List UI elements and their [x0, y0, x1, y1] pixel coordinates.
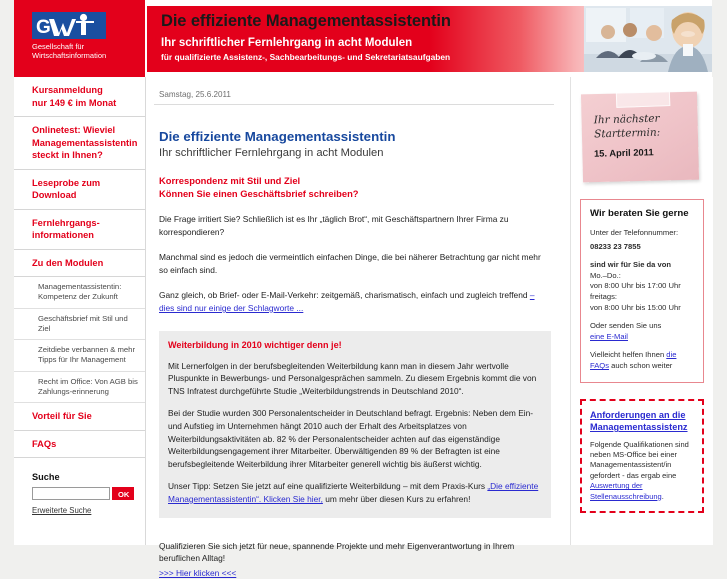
contact-faq-post: auch schon weiter [609, 361, 672, 370]
search-input[interactable] [32, 487, 110, 500]
section-heading-line-1: Korrespondenz mit Stil und Ziel [159, 175, 300, 186]
contact-hours-heading: sind wir für Sie da von [590, 260, 671, 269]
gwi-logo-icon [32, 12, 106, 39]
schlagworte-link[interactable]: – dies sind nur einige der Schlagworte ... [159, 290, 535, 313]
advanced-search-link[interactable]: Erweiterte Suche [32, 506, 91, 515]
sidebar-item-leseprobe[interactable]: Leseprobe zum Download [14, 170, 145, 210]
sidebar-item-onlinetest[interactable]: Onlinetest: Wieviel Managementassistentin steckt in Ihnen? [14, 117, 145, 170]
sidebar-item-fernlehrgang-line-1: Fernlehrgangs- [32, 218, 100, 228]
site-header [14, 0, 712, 77]
requirements-box [580, 399, 704, 513]
section-heading-line-2: Können Sie einen Geschäftsbrief schreiben? [159, 188, 359, 199]
logo-caption [32, 42, 142, 60]
sidebar-module-2[interactable]: Geschäftsbrief mit Stil und Ziel [14, 309, 145, 341]
banner-title: Die effiziente Managementassistentin [161, 12, 451, 31]
kurs-info-link[interactable]: „Die effiziente Managementassistentin“. Klicken Sie hier, [168, 481, 538, 504]
page-title: Die effiziente Managementassistentin [159, 129, 560, 144]
contact-phone-label: Unter der Telefonnummer: [590, 228, 695, 239]
current-date: Samstag, 25.6.2011 [154, 77, 554, 105]
search-label: Suche [32, 472, 139, 482]
banner-subtitle-2: für qualifizierte Assistenz-, Sachbearbeitungs- und Sekretariatsaufgaben [161, 52, 450, 62]
highlight-box [159, 331, 551, 518]
requirements-text-pre: Folgende Qualifikationen sind neben MS-Office bei einer Managementassistent/in gefordert - das ergab eine [590, 440, 689, 480]
postit-tape-icon [616, 86, 671, 108]
right-sidebar [570, 77, 713, 545]
requirements-text-post: . [662, 492, 664, 501]
page-subtitle: Ihr schriftlicher Fernlehrgang in acht Modulen [159, 147, 560, 159]
sidebar-item-kursanmeldung-line-1: Kursanmeldung [32, 85, 103, 95]
closing-paragraph-text: Qualifizieren Sie sich jetzt für neue, spannende Projekte und mehr Eigenverantwortung in Ihrem beruflichen Alltag! [159, 541, 514, 564]
contact-hours-line-4: von 8:00 Uhr bis 15:00 Uhr [590, 303, 681, 312]
requirements-text [590, 440, 695, 502]
paragraph-2: Manchmal sind es jedoch die vermeintlich einfachen Dinge, die bei näherer Betrachtung gar nicht mehr so einfach sind. [159, 251, 551, 276]
highlight-box-title: Weiterbildung in 2010 wichtiger denn je! [168, 340, 542, 350]
paragraph-3-text: Ganz gleich, ob Brief- oder E-Mail-Verkehr: zeitgemäß, charismatisch, einfach und zugleich treffend [159, 290, 530, 300]
logo-caption-line-1: Gesellschaft für [32, 42, 142, 51]
main-content [154, 77, 560, 545]
logo-block[interactable] [14, 0, 145, 77]
highlight-box-p3-post: um mehr über diesen Kurs zu erfahren! [323, 494, 470, 504]
header-banner [147, 6, 712, 72]
highlight-box-paragraph-1: Mit Lernerfolgen in der berufsbegleitenden Weiterbildung kann man in diesem Jahr wertvolle Pluspunkte in Bewerbungs- und Personalgesprächen sammeln. Zu diesem Ergebnis kommt die von TNS Infratest durchgeführte Studie „Weiterbildungstrends in Deutschland 2010“. [168, 360, 542, 398]
sidebar-module-3[interactable]: Zeitdiebe verbannen & mehr Tipps für Ihr Management [14, 340, 145, 372]
contact-faq [590, 350, 695, 371]
left-sidebar [14, 77, 146, 545]
auswertung-link[interactable]: Auswertung der Stellenausschreibung [590, 481, 662, 500]
contact-hours-line-1: Mo.–Do.: [590, 271, 621, 280]
email-link[interactable]: eine E-Mail [590, 332, 628, 341]
sidebar-item-vorteil-fuer-sie[interactable]: Vorteil für Sie [14, 403, 145, 431]
requirements-title-line-1: Anforderungen an die [590, 410, 685, 420]
paragraph-3 [159, 289, 551, 314]
highlight-box-p3-pre: Unser Tipp: Setzen Sie jetzt auf eine qualifizierte Weiterbildung – mit dem Praxis-Kurs [168, 481, 487, 491]
highlight-box-paragraph-2: Bei der Studie wurden 300 Personalentscheider in Deutschland befragt. Ergebnis: Neben dem Ein- und Aufstieg im Unternehmen hängt 2010 auch der Erhalt des Arbeitsplatzes von Weiterbildungsaktivitäten ab. 82 % der Personalentscheider achten auf das eigenständige Weiterbildungsengagement ihrer Mitarbeiter. Überwältigenden 89 % der Befragten ist eine berufsbegleitende Weiterbildung ihrer Mitarbeiter generell wichtig bis äußerst wichtig. [168, 407, 542, 470]
postit-handwriting [594, 112, 695, 142]
contact-faq-pre: Vielleicht helfen Ihnen [590, 350, 666, 359]
postit-handwriting-line-1: Ihr nächster [594, 112, 694, 128]
requirements-title-link[interactable] [590, 409, 695, 434]
highlight-box-paragraph-3 [168, 480, 542, 505]
paragraph-1: Die Frage irritiert Sie? Schließlich ist es Ihr „täglich Brot“, mit Geschäftspartnern Ihrer Firma zu korrespondieren? [159, 213, 551, 238]
svg-text:G: G [36, 17, 51, 38]
sidebar-item-fernlehrgangsinformationen[interactable] [14, 210, 145, 250]
start-date-postit [580, 87, 702, 185]
contact-hours-line-3: freitags: [590, 292, 617, 301]
requirements-title-line-2: Managementassistenz [590, 422, 688, 432]
sidebar-search [14, 458, 145, 518]
logo-caption-line-2: Wirtschaftsinformation [32, 51, 142, 60]
sidebar-item-fernlehrgang-line-2: informationen [32, 230, 94, 240]
section-heading [159, 175, 560, 200]
sidebar-module-4[interactable]: Recht im Office: Von AGB bis Zahlungs-erinnerung [14, 372, 145, 404]
contact-hours-line-2: von 8:00 Uhr bis 17:00 Uhr [590, 281, 681, 290]
hier-klicken-link[interactable]: >>> Hier klicken <<< [159, 567, 236, 579]
sidebar-item-kursanmeldung[interactable] [14, 77, 145, 117]
contact-phone-number: 08233 23 7855 [590, 242, 695, 253]
contact-box-title: Wir beraten Sie gerne [590, 208, 695, 219]
contact-email [590, 321, 695, 342]
search-row [32, 487, 139, 500]
page-container [14, 0, 712, 545]
closing-paragraph [159, 540, 551, 579]
page-margin-left [0, 0, 14, 545]
search-submit-button[interactable]: OK [112, 487, 134, 500]
page-margin-right [712, 0, 727, 545]
postit-handwriting-line-2: Starttermin: [594, 125, 694, 141]
contact-email-text: Oder senden Sie uns [590, 321, 661, 330]
contact-box [580, 199, 704, 383]
sidebar-item-zu-den-modulen[interactable]: Zu den Modulen [14, 250, 145, 278]
faq-link[interactable]: die FAQs [590, 350, 676, 370]
banner-photo [584, 6, 712, 72]
banner-subtitle-1: Ihr schriftlicher Fernlehrgang in acht Modulen [161, 37, 412, 49]
sidebar-item-kursanmeldung-line-2: nur 149 € im Monat [32, 98, 116, 108]
sidebar-module-1[interactable]: Managementassistentin: Kompetenz der Zukunft [14, 277, 145, 309]
sidebar-item-faqs[interactable]: FAQs [14, 431, 145, 459]
postit-start-date: 15. April 2011 [594, 146, 654, 158]
contact-hours [590, 260, 695, 313]
